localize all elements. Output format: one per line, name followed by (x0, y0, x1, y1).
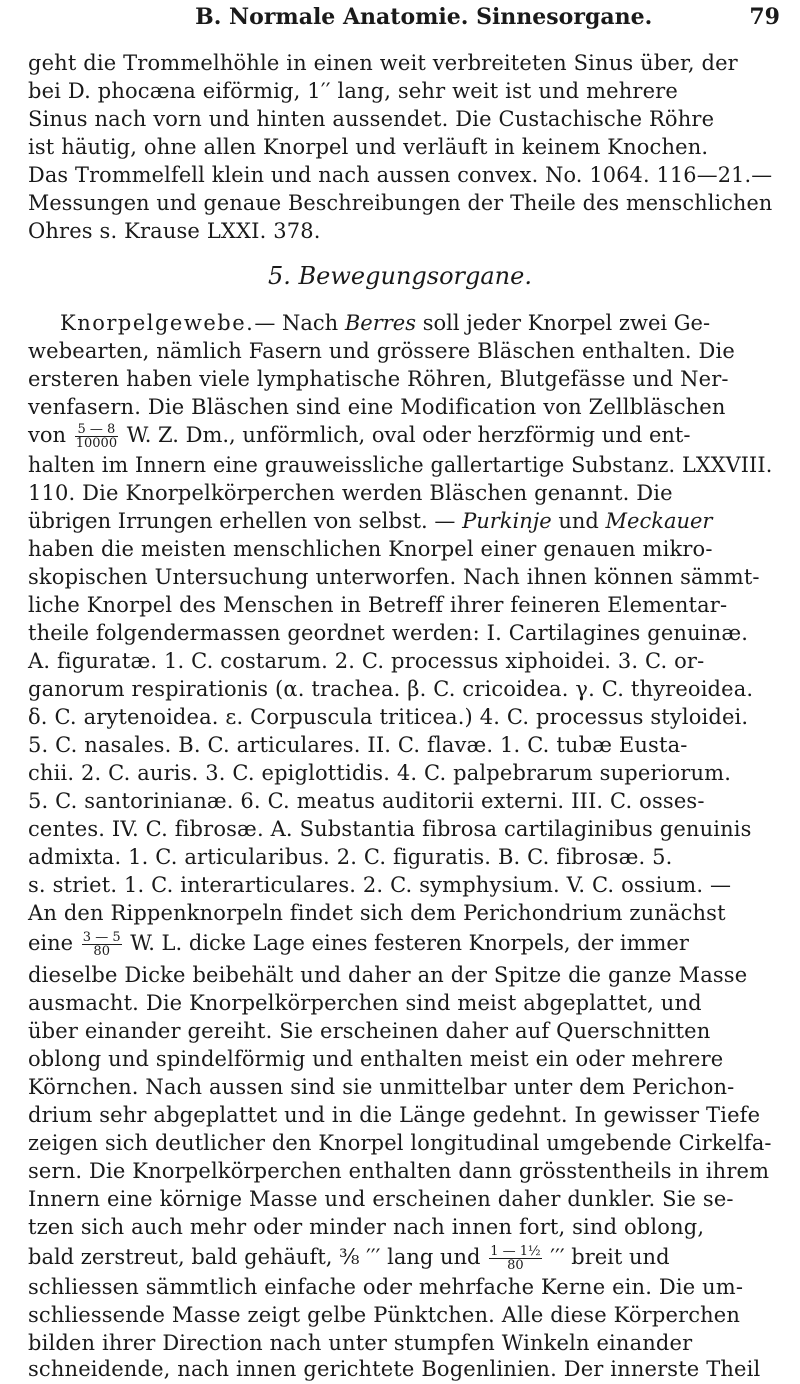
section-heading: 5. Bewegungsorgane. (268, 262, 532, 290)
text-line: bilden ihrer Direction nach unter stumpfen Winkeln einander (28, 1331, 693, 1355)
text-fragment: von (28, 423, 67, 447)
text-fragment: — Nach (254, 311, 345, 335)
text-line: δ. C. arytenoidea. ε. Corpuscula triticea.) 4. C. processus styloidei. (28, 705, 749, 729)
running-title: B. Normale Anatomie. Sinnesorgane. (195, 4, 653, 30)
text-line: 5. C. santorinianæ. 6. C. meatus auditorii externi. III. C. osses- (28, 789, 705, 813)
text-line-fraction (28, 422, 690, 450)
text-fragment: soll jeder Knorpel zwei Ge- (416, 311, 711, 335)
text-line: schliessende Masse zeigt gelbe Pünktchen. Alle diese Körperchen (28, 1303, 741, 1327)
text-line: tzen sich auch mehr oder minder nach innen fort, sind oblong, (28, 1215, 705, 1239)
text-line: bei D. phocæna eiförmig, 1′′ lang, sehr weit ist und mehrere (28, 79, 678, 103)
text-line: Ohres s. Krause LXXI. 378. (28, 219, 321, 243)
text-line: Messungen und genaue Beschreibungen der Theile des menschlichen (28, 191, 773, 215)
text-fragment: W. L. dicke Lage eines festeren Knorpels, der immer (130, 931, 689, 955)
text-line: Das Trommelfell klein und nach aussen convex. No. 1064. 116—21.— (28, 163, 773, 187)
text-line: A. figuratæ. 1. C. costarum. 2. C. processus xiphoidei. 3. C. or- (28, 649, 705, 673)
text-line: theile folgendermassen geordnet werden: I. Cartilagines genuinæ. (28, 621, 749, 645)
text-fragment: und (551, 509, 606, 533)
text-fragment: W. Z. Dm., unförmlich, oval oder herzförmig und ent- (126, 423, 691, 447)
text-line: dieselbe Dicke beibehält und daher an der Spitze die ganze Masse (28, 963, 748, 987)
text-line: halten im Innern eine grauweissliche gallertartige Substanz. LXXVIII. (28, 453, 773, 477)
text-line-fraction (28, 1244, 670, 1272)
text-line: 5. C. nasales. B. C. articulares. II. C. flavæ. 1. C. tubæ Eusta- (28, 733, 688, 757)
fraction-numerator: 5 — 8 (75, 423, 118, 437)
fraction (82, 931, 122, 958)
text-line: schliessen sämmtlich einfache oder mehrfache Kerne ein. Die um- (28, 1275, 744, 1299)
text-line: Körnchen. Nach aussen sind sie unmittelbar unter dem Perichon- (28, 1075, 735, 1099)
author-meckauer: Meckauer (605, 509, 713, 533)
text-line (60, 310, 710, 336)
fraction-denominator: 10000 (75, 436, 118, 451)
running-header (98, 4, 780, 38)
text-line: An den Rippenknorpeln findet sich dem Perichondrium zunächst (28, 901, 726, 925)
text-line: ganorum respirationis (α. trachea. β. C. cricoidea. γ. C. thyreoidea. (28, 677, 754, 701)
text-line: webearten, nämlich Fasern und grössere Bläschen enthalten. Die (28, 339, 735, 363)
text-line: liche Knorpel des Menschen in Betreff ihrer feineren Elementar- (28, 593, 728, 617)
text-line: drium sehr abgeplattet und in die Länge gedehnt. In gewisser Tiefe (28, 1103, 761, 1127)
page-number: 79 (749, 4, 780, 30)
text-line: centes. IV. C. fibrosæ. A. Substantia fibrosa cartilaginibus genuinis (28, 817, 752, 841)
text-line: ist häutig, ohne allen Knorpel und verläuft in keinem Knochen. (28, 135, 709, 159)
fraction-numerator: 3 — 5 (82, 930, 121, 945)
text-line: admixta. 1. C. articularibus. 2. C. figuratis. B. C. fibrosæ. 5. (28, 845, 673, 869)
text-line: haben die meisten menschlichen Knorpel einer genauen mikro- (28, 537, 713, 561)
text-line: Innern eine körnige Masse und erscheinen daher dunkler. Sie se- (28, 1187, 734, 1211)
text-line: über einander gereiht. Sie erscheinen daher auf Querschnitten (28, 1019, 711, 1043)
text-line: Sinus nach vorn und hinten aussendet. Die Custachische Röhre (28, 107, 715, 131)
fraction (75, 423, 118, 450)
text-line (28, 508, 712, 534)
author-berres: Berres (344, 311, 417, 335)
text-line: zeigen sich deutlicher den Knorpel longitudinal umgebende Cirkelfa- (28, 1131, 772, 1155)
text-fragment: übrigen Irrungen erhellen von selbst. — (28, 509, 463, 533)
fraction-numerator: 1 — 1½ (490, 1244, 541, 1259)
text-line: 110. Die Knorpelkörperchen werden Bläschen genannt. Die (28, 481, 673, 505)
fraction-denominator: 80 (93, 944, 110, 959)
text-line: ausmacht. Die Knorpelkörperchen sind meist abgeplattet, und (28, 991, 702, 1015)
fraction-denominator: 80 (507, 1258, 524, 1273)
text-fragment: eine (28, 931, 74, 955)
text-line: sern. Die Knorpelkörperchen enthalten dann grösstentheils in ihrem (28, 1159, 770, 1183)
text-line-fraction (28, 930, 689, 958)
fraction (489, 1245, 541, 1272)
text-line: geht die Trommelhöhle in einen weit verbreiteten Sinus über, der (28, 51, 738, 75)
text-line: venfasern. Die Bläschen sind eine Modification von Zellbläschen (28, 395, 726, 419)
text-fragment: bald zerstreut, bald gehäuft, ³⁄₈ ′′′ lang und (28, 1245, 481, 1269)
text-line: schneidende, nach innen gerichtete Bogenlinien. Der innerste Theil (28, 1357, 761, 1381)
text-line: ersteren haben viele lymphatische Röhren, Blutgefässe und Ner- (28, 367, 729, 391)
term-knorpelgewebe: Knorpelgewebe. (60, 311, 255, 335)
text-line: s. striet. 1. C. interarticulares. 2. C. symphysium. V. C. ossium. — (28, 873, 732, 897)
author-purkinje: Purkinje (462, 509, 552, 533)
text-fragment: ′′′ breit und (550, 1245, 670, 1269)
text-line: chii. 2. C. auris. 3. C. epiglottidis. 4. C. palpebrarum superiorum. (28, 761, 732, 785)
text-line: skopischen Untersuchung unterworfen. Nach ihnen können sämmt- (28, 565, 760, 589)
text-line: oblong und spindelförmig und enthalten meist ein oder mehrere (28, 1047, 724, 1071)
